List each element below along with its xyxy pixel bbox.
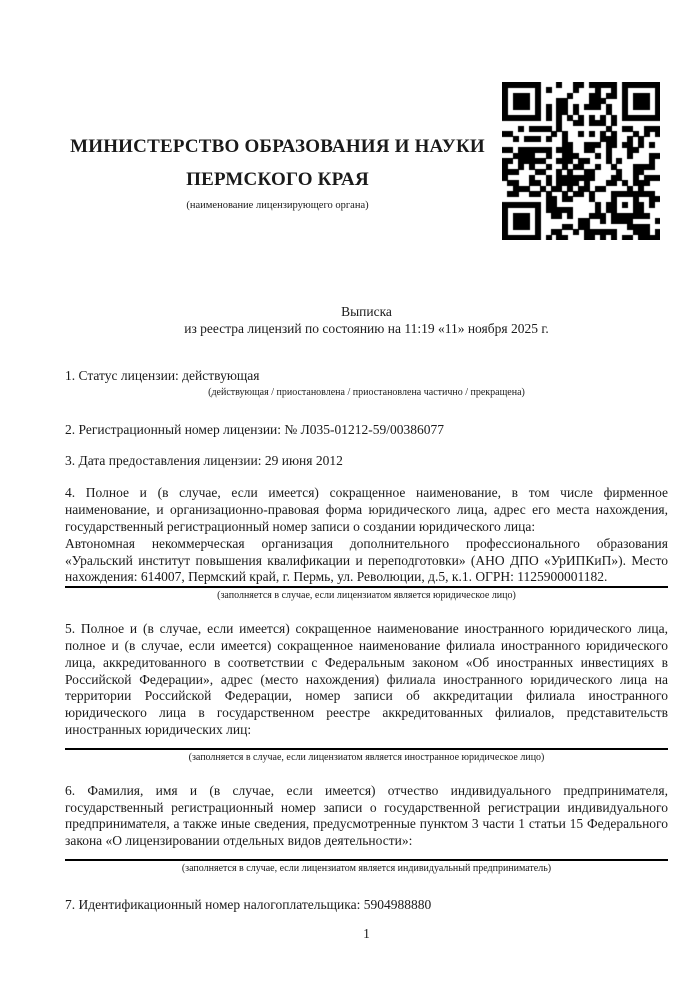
item-2-registration-number: 2. Регистрационный номер лицензии: № Л035-01212-59/00386077 xyxy=(65,421,445,437)
item-6-note: (заполняется в случае, если лицензиатом является индивидуальный предприниматель) xyxy=(181,862,552,874)
document-title-line2: из реестра лицензий по состоянию на 11:19 «11» ноября 2025 г. xyxy=(184,321,549,336)
ministry-name-line1: МИНИСТЕРСТВО ОБРАЗОВАНИЯ И НАУКИ xyxy=(70,136,485,157)
document-body xyxy=(65,303,668,914)
item-1-note: (действующая / приостановлена / приостановлена частично / прекращена) xyxy=(208,386,525,398)
ministry-caption: (наименование лицензирующего органа) xyxy=(186,200,369,211)
document-title xyxy=(65,303,668,337)
item-6-question: 6. Фамилия, имя и (в случае, если имеется) отчество индивидуального предпринимателя, государственный регистрационный номер записи о государственной регистрации индивидуального предпринимателя, а также иные сведения, предусмотренные пунктом 3 части 1 статьи 15 Федерального закона «О лицензировании отдельных видов деятельности»: xyxy=(65,782,668,849)
item-5-note: (заполняется в случае, если лицензиатом является иностранное юридическое лицо) xyxy=(188,751,545,763)
licensing-authority-header xyxy=(70,130,485,212)
item-5-blank-field xyxy=(65,739,668,750)
item-4-question: 4. Полное и (в случае, если имеется) сокращенное наименование, в том числе фирменное наименование, и организационно-правовая форма юридического лица, адрес его места нахождения, государственный регистрационный номер записи о создании юридического лица: xyxy=(65,485,668,534)
item-4-answer: Автономная некоммерческая организация дополнительного профессионального образования «Уральский институт повышения квалификации и переподготовки» (АНО ДПО «УрИПКиП»). Место нахождения: 614007, Пермский край, г. Пермь, ул. Революции, д.5, к.1. ОГРН: 1125900001182. xyxy=(65,536,668,588)
page-number: 1 xyxy=(363,926,370,941)
item-5-question: 5. Полное и (в случае, если имеется) сокращенное наименование иностранного юридического лица, полное и (в случае, если имеется) сокращенное наименование филиала иностранного юридического лица, аккредитованного в соответствии с Федеральным законом «Об иностранных инвестициях в Российской Федерации», адрес (место нахождения) филиала иностранного юридического лица на территории Российской Федерации, номер записи об аккредитации филиала иностранного юридического лица в государственном реестре аккредитованных филиалов, представительств иностранных юридических лиц: xyxy=(65,621,668,737)
ministry-name-line2: ПЕРМСКОГО КРАЯ xyxy=(186,169,369,190)
item-3-license-date: 3. Дата предоставления лицензии: 29 июня 2012 xyxy=(65,452,343,468)
item-1-license-status: 1. Статус лицензии: действующая xyxy=(65,368,260,383)
qr-code-image xyxy=(502,82,660,240)
item-4-note: (заполняется в случае, если лицензиатом является юридическое лицо) xyxy=(217,590,516,602)
item-6-blank-field xyxy=(65,850,668,861)
qr-code xyxy=(502,82,660,240)
item-7-taxpayer-id: 7. Идентификационный номер налогоплательщика: 5904988880 xyxy=(65,896,432,912)
document-title-line1: Выписка xyxy=(341,304,392,319)
